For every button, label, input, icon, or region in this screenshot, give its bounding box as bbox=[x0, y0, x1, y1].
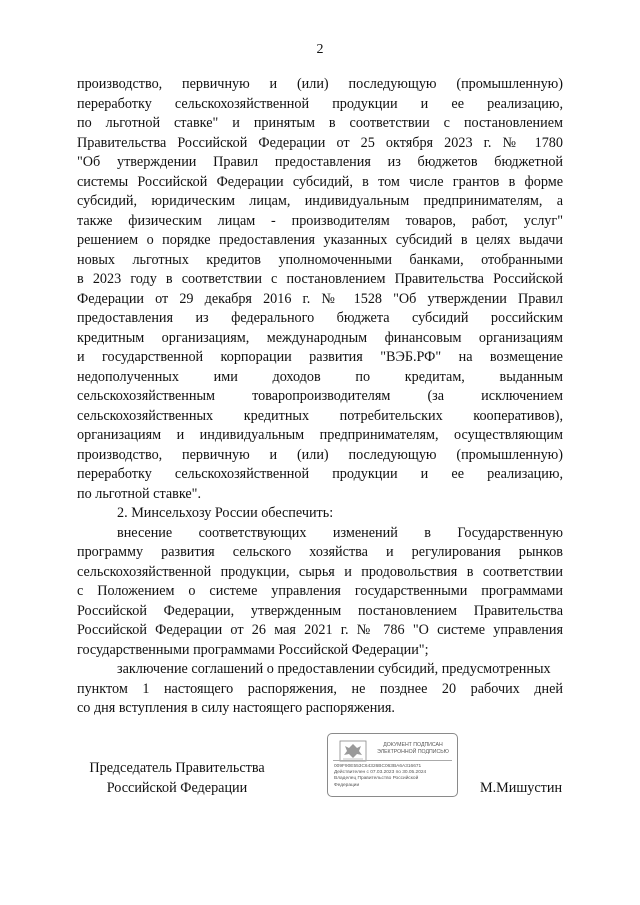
text-line: с Положением о системе управления государственными программами bbox=[77, 583, 563, 599]
text-line: Российской Федерации от 26 мая 2021 г. № 786 "О системе управления bbox=[77, 622, 563, 638]
text-line: пунктом 1 настоящего распоряжения, не позднее 20 рабочих дней bbox=[77, 680, 563, 697]
text-line: решением о порядке предоставления указанных субсидий в целях выдачи bbox=[77, 232, 563, 248]
text-line: заключение соглашений о предоставлении субсидий, предусмотренных bbox=[117, 661, 551, 677]
text-line: программу развития сельского хозяйства и регулирования рынков bbox=[77, 544, 563, 560]
stamp-details bbox=[334, 764, 454, 789]
text-line: со дня вступления в силу настоящего распоряжения. bbox=[77, 700, 395, 716]
text-line: Правительства Российской Федерации от 25 октября 2023 г. № 1780 bbox=[77, 134, 563, 151]
stamp-title-line: ДОКУМЕНТ ПОДПИСАН bbox=[383, 742, 443, 748]
stamp-title bbox=[372, 742, 454, 755]
stamp-title-line: ЭЛЕКТРОННОЙ ПОДПИСЬЮ bbox=[377, 748, 449, 755]
text-line: недополученных ими доходов по кредитам, выданным bbox=[77, 368, 563, 385]
text-line: Федерации от 29 декабря 2016 г. № 1528 "Об утверждении Правил bbox=[77, 290, 563, 307]
text-line: и государственной корпорации развития "ВЭБ.РФ" на возмещение bbox=[77, 349, 563, 365]
text-line: также физическим лицам - производителям товаров, работ, услуг" bbox=[77, 212, 563, 229]
text-line: внесение соответствующих изменений в Государственную bbox=[117, 524, 563, 541]
text-line: сельскохозяйственных кредитных потребительских кооперативов), bbox=[77, 407, 563, 424]
stamp-validity: Действителен с 07.03.2023 по 30.05.2024 bbox=[334, 770, 427, 776]
text-line: новых льготных кредитов уполномоченными банками, отобранными bbox=[77, 251, 563, 268]
section-heading: 2. Минсельхозу России обеспечить: bbox=[117, 505, 334, 521]
document-body bbox=[77, 75, 563, 719]
text-line: сельскохозяйственной продукции, сырья и продовольствия в соответствии bbox=[77, 563, 563, 580]
stamp-certificate: 009F90E553C64326BC063BA6A316671 bbox=[334, 764, 422, 769]
text-line: производство, первичную и (или) последующую (промышленную) bbox=[77, 76, 563, 92]
text-line: переработку сельскохозяйственной продукции и ее реализацию, bbox=[77, 95, 563, 112]
coat-of-arms-icon bbox=[339, 740, 367, 762]
text-line: в 2023 году в соответствии с постановлением Правительства Российской bbox=[77, 271, 563, 287]
page-number: 2 bbox=[316, 42, 324, 57]
signer-name: М.Мишустин bbox=[480, 780, 563, 796]
text-line: предоставления из федерального бюджета субсидий российским bbox=[77, 310, 563, 326]
text-line: Российской Федерации, утвержденным постановлением Правительства bbox=[77, 602, 563, 619]
stamp-owner: Владелец Правительство Российской bbox=[334, 776, 419, 782]
text-line: системы Российской Федерации субсидий, в том числе грантов в форме bbox=[77, 173, 563, 190]
text-line: производство, первичную и (или) последующую (промышленную) bbox=[77, 446, 563, 463]
text-line: "Об утверждении Правил предоставления из бюджетов бюджетной bbox=[77, 154, 563, 170]
text-line: кредитным организациям, международным финансовым организациям bbox=[77, 329, 563, 346]
stamp-divider bbox=[333, 760, 452, 761]
text-line: по льготной ставке" и принятым в соответствии с постановлением bbox=[77, 115, 563, 131]
stamp-owner: Федерации bbox=[334, 782, 360, 788]
text-line: сельскохозяйственным товаропроизводителям (за исключением bbox=[77, 388, 563, 404]
text-line: субсидий, юридическим лицам, индивидуальным предпринимателям, а bbox=[77, 193, 563, 209]
text-line: по льготной ставке". bbox=[77, 485, 202, 502]
electronic-signature-stamp bbox=[327, 733, 458, 797]
signer-title-line: Российской Федерации bbox=[106, 780, 248, 796]
text-line: переработку сельскохозяйственной продукции и ее реализацию, bbox=[77, 466, 563, 482]
signer-title bbox=[77, 758, 277, 798]
signer-title-line: Председатель Правительства bbox=[89, 760, 265, 776]
text-line: государственными программами Российской Федерации"; bbox=[77, 641, 429, 658]
text-line: организациям и индивидуальным предпринимателям, осуществляющим bbox=[77, 427, 563, 443]
